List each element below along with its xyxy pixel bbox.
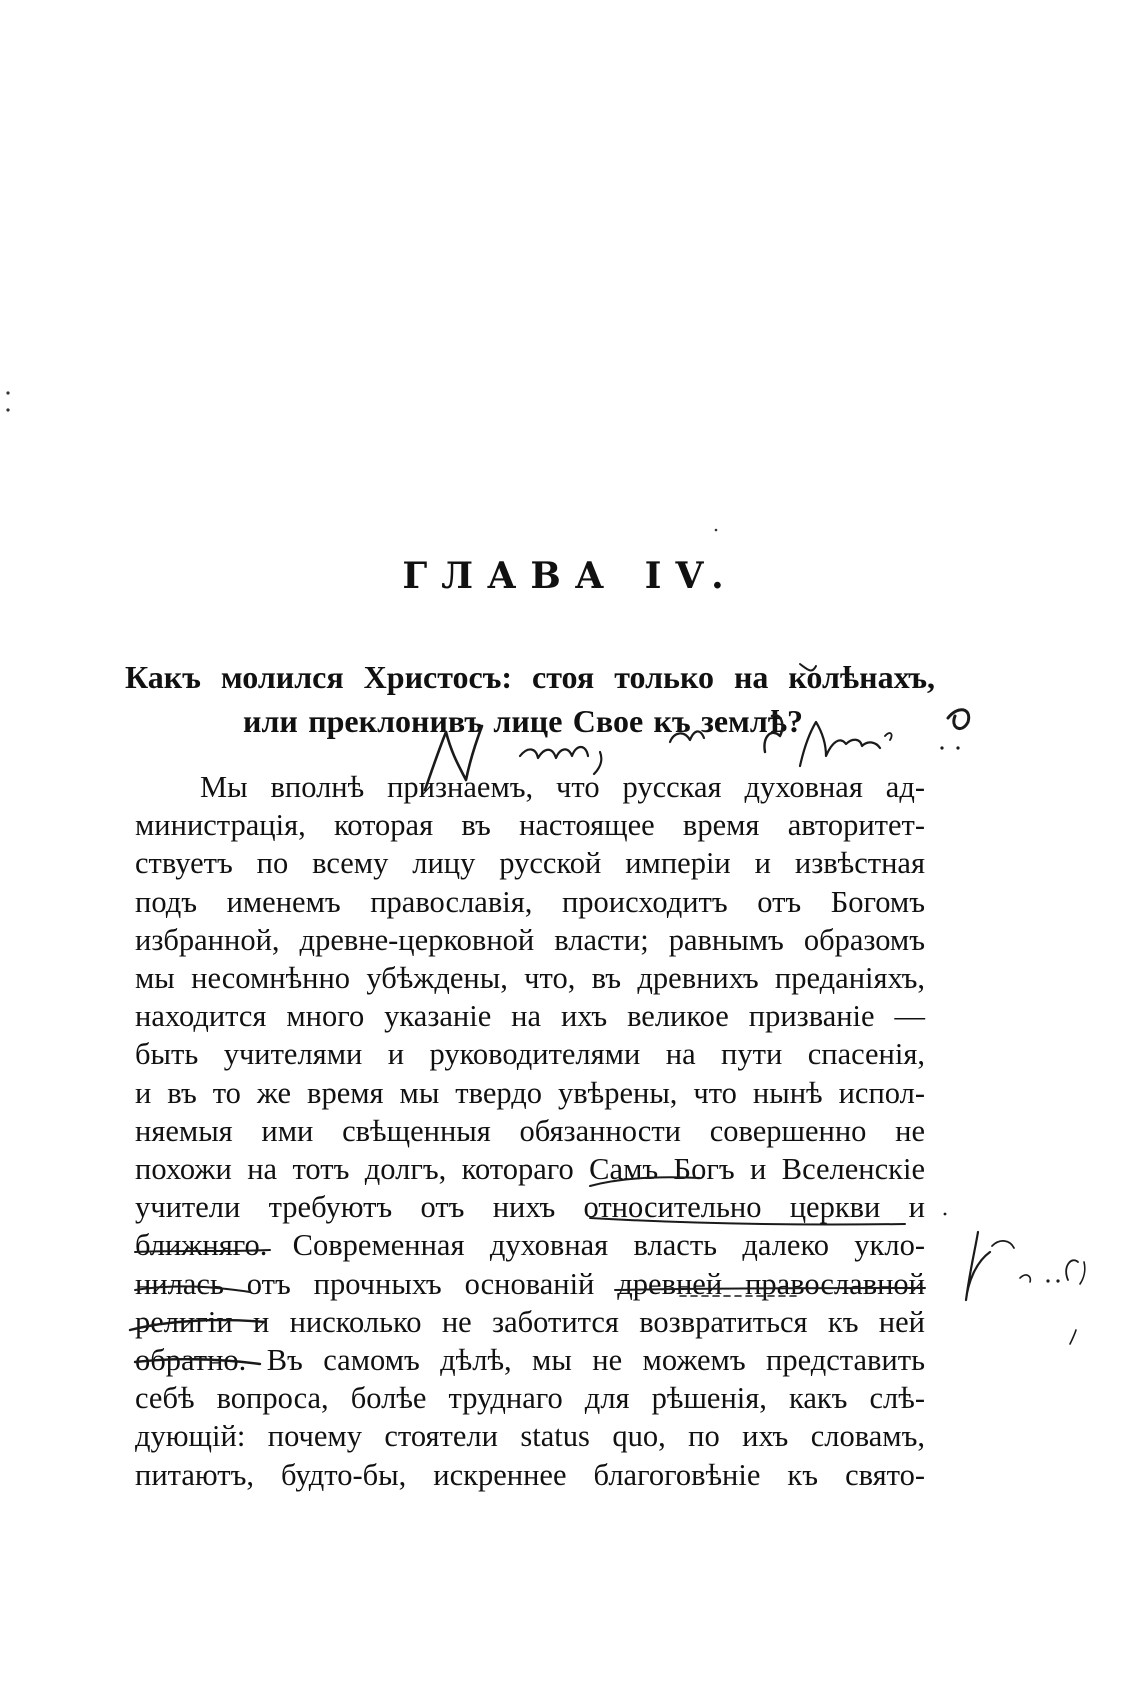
chapter-title-line-2: или преклонивъ лице Свое къ землѣ?	[243, 703, 803, 739]
handwritten-dot	[940, 746, 943, 749]
text-line: и въ то же время мы твердо увѣрены, что нынѣ испол-	[135, 1075, 925, 1110]
text-line: религіи и нисколько не заботится возвратиться къ ней	[135, 1304, 925, 1339]
margin-note	[966, 1232, 990, 1300]
text-line: министрація, которая въ настоящее время авторитет-	[135, 808, 925, 843]
text-line: дующій: почему стоятели status quo, по ихъ словамъ,	[135, 1419, 925, 1454]
text-line: питаютъ, будто-бы, искреннее благоговѣніе къ свято-	[135, 1457, 925, 1492]
text-line: Мы вполнѣ признаемъ, что русская духовная ад-	[200, 770, 925, 804]
margin-note	[992, 1241, 1014, 1248]
text-line: избранной, древне-церковной власти; равнымъ образомъ	[135, 922, 925, 957]
handwritten-dot	[956, 746, 959, 749]
chapter-title	[125, 655, 935, 743]
body-paragraph	[135, 768, 925, 1494]
margin-speck	[715, 529, 718, 532]
text-line: подъ именемъ православія, происходитъ отъ Богомъ	[135, 884, 925, 919]
text-line: находится много указаніе на ихъ великое призваніе —	[135, 999, 925, 1034]
text-line: похожи на тотъ долгъ, котораго Самъ Богъ и Вселенскіе	[135, 1152, 925, 1187]
margin-note	[1070, 1330, 1076, 1344]
text-line: себѣ вопроса, болѣе труднаго для рѣшенія, какъ слѣ-	[135, 1381, 925, 1416]
margin-speck	[6, 391, 9, 394]
chapter-heading: ГЛАВА IV.	[402, 555, 738, 597]
text-line: мы несомнѣнно убѣждены, что, въ древнихъ преданіяхъ,	[135, 961, 925, 996]
margin-note	[1066, 1260, 1078, 1280]
chapter-title-line-1: Какъ молился Христосъ: стоя только на колѣнахъ,	[125, 659, 935, 695]
margin-note	[1080, 1262, 1085, 1284]
text-line: ствуетъ по всему лицу русской имперіи и извѣстная	[135, 846, 925, 881]
margin-speck	[1056, 1279, 1059, 1282]
margin-speck	[944, 1213, 947, 1216]
text-line: быть учителями и руководителями на пути спасенія,	[135, 1037, 925, 1072]
title-strike-mark	[948, 710, 969, 729]
margin-note	[1020, 1275, 1030, 1282]
text-line: обратно. Въ самомъ дѣлѣ, мы не можемъ представить	[135, 1343, 925, 1378]
handwritten-note	[520, 747, 588, 758]
margin-speck	[1046, 1279, 1049, 1282]
text-line: няемыя ими свѣщенныя обязанности совершенно не	[135, 1113, 925, 1148]
text-line: учители требуютъ отъ нихъ относительно церкви и	[135, 1190, 925, 1225]
text-line: нилась отъ прочныхъ основаній древней православной	[135, 1266, 925, 1301]
text-line: ближняго. Современная духовная власть далеко укло-	[135, 1228, 925, 1263]
margin-speck	[6, 408, 9, 411]
